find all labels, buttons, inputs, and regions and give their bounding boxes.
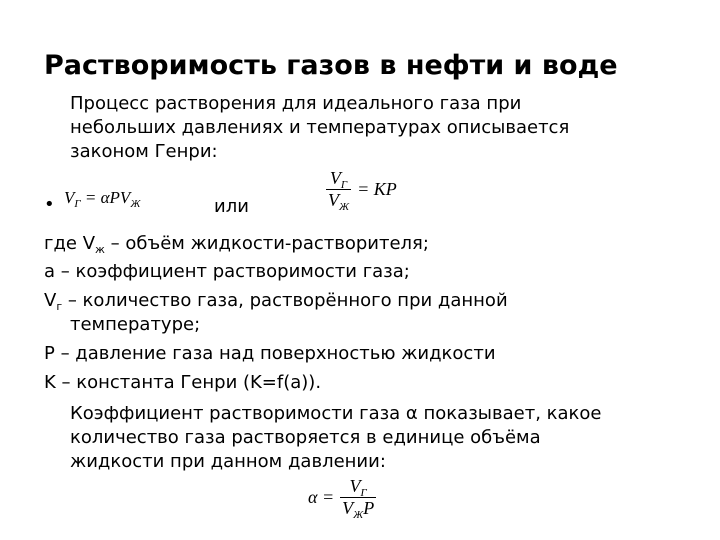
formula2-rhs: = KP xyxy=(357,179,397,199)
def-line-2: a – коэффициент растворимости газа; xyxy=(44,261,410,282)
henry-formula-1 xyxy=(64,188,140,208)
solubility-formula xyxy=(308,476,376,519)
henry-formula-2 xyxy=(326,168,397,211)
outro-line-3: жидкости при данном давлении: xyxy=(70,451,386,472)
formula3-denominator: $V_ЖP$ xyxy=(342,498,375,521)
formula2-fraction xyxy=(326,168,351,211)
def-line-5: P – давление газа над поверхностью жидкости xyxy=(44,343,496,364)
slide-title: Растворимость газов в нефти и воде xyxy=(44,50,618,81)
def-line-6: K – константа Генри (K=f(a)). xyxy=(44,372,322,393)
formula1-rhs: = αPV xyxy=(80,188,131,207)
formula1-v: V xyxy=(64,188,75,207)
outro-line-1: Коэффициент растворимости газа α показывает, какое xyxy=(70,403,602,424)
def-line-3: $V_г$ – количество газа, растворённого при данной xyxy=(44,290,508,313)
outro-line-2: количество газа растворяется в единице объёма xyxy=(70,427,541,448)
or-word: или xyxy=(214,196,249,217)
formula1-v-sub: Г xyxy=(74,198,81,210)
formula1-rhs-sub: Ж xyxy=(130,198,141,210)
formula2-numerator: $V_Г$ xyxy=(329,168,348,191)
def-line-4: температуре; xyxy=(70,314,201,335)
formula3-fraction xyxy=(340,476,376,519)
intro-line-2: небольших давлениях и температурах описывается xyxy=(70,117,570,138)
formula3-numerator: $V_Г$ xyxy=(349,476,367,499)
bullet-marker: • xyxy=(44,194,55,215)
formula2-denominator: $V_Ж$ xyxy=(328,190,350,213)
intro-line-3: законом Генри: xyxy=(70,141,218,162)
formula3-lhs: α = xyxy=(308,487,335,507)
def-line-1: где $V_ж$ – объём жидкости-растворителя; xyxy=(44,233,429,256)
intro-line-1: Процесс растворения для идеального газа при xyxy=(70,93,522,114)
